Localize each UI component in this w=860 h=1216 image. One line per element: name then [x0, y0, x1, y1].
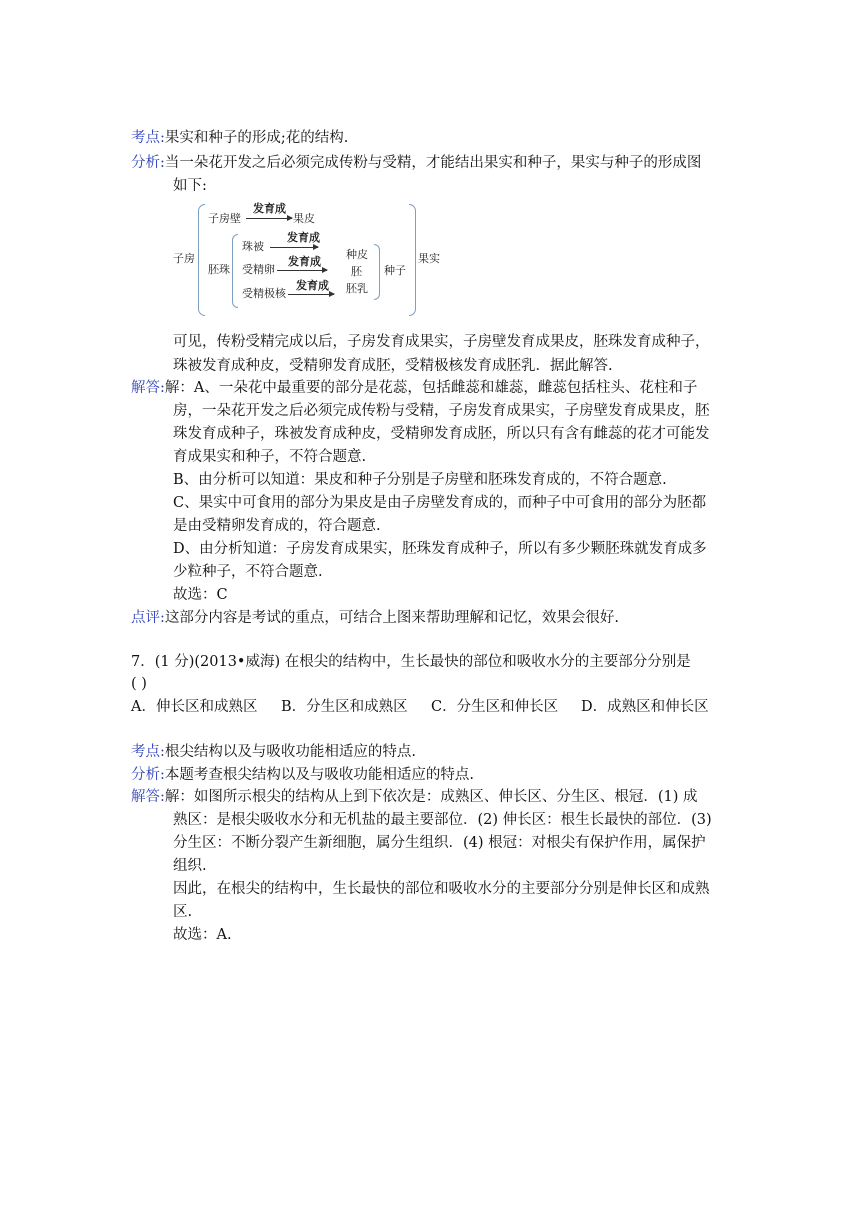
option-d: D．成熟区和伸长区 [581, 699, 709, 715]
inner-right-brace [374, 244, 380, 300]
kaodian-text: 果实和种子的形成;花的结构. [164, 130, 349, 146]
kaodian-label: 考点: [131, 130, 165, 146]
kaodian-text: 根尖结构以及与吸收功能相适应的特点. [164, 744, 416, 760]
q6-kaodian [131, 127, 348, 149]
diagram-zhongpi: 种皮 [346, 248, 368, 261]
q7-stem: 7．(1 分)(2013•威海) 在根尖的结构中，生长最快的部位和吸收水分的主要部分分别是 [131, 654, 691, 670]
q7-options [131, 696, 709, 718]
q6-jieda-line: 是由受精卵发育成的，符合题意. [173, 518, 381, 534]
q6-jieda-line: 育成果实和种子，不符合题意. [173, 449, 367, 465]
q7-jieda-line: 区. [173, 904, 193, 920]
diagram-peiru: 胚乳 [346, 282, 368, 295]
arrow-2 [270, 247, 318, 248]
arrow-3 [277, 270, 327, 271]
diagram-zifangbi: 子房壁 [208, 212, 241, 225]
q7-kaodian [131, 741, 416, 763]
q7-jieda-line: 因此，在根尖的结构中，生长最快的部位和吸收水分的主要部分分别是伸长区和成熟 [173, 881, 710, 897]
q6-fenxi-line2: 如下: [173, 178, 207, 194]
jieda-label: 解答: [131, 380, 165, 396]
diagram-pei: 胚 [351, 265, 362, 278]
diagram-shoujingjihe: 受精极核 [242, 287, 286, 300]
dianping-label: 点评: [131, 610, 165, 626]
outer-left-brace [198, 204, 205, 316]
diagram-zhongzi: 种子 [384, 264, 406, 277]
q6-jieda-line: D、由分析知道：子房发育成果实，胚珠发育成种子，所以有多少颗胚珠就发育成多 [173, 541, 707, 557]
q6-jieda-line: 少粒种子，不符合题意. [173, 564, 323, 580]
q7-jieda-line: 故选：A. [173, 927, 232, 943]
q6-jieda [131, 377, 697, 399]
kaodian-label: 考点: [131, 744, 165, 760]
q6-jieda-line: 珠发育成种子，珠被发育成种皮，受精卵发育成胚，所以只有含有雌蕊的花才可能发 [173, 426, 710, 442]
q6-fenxi [131, 152, 701, 174]
arrow-1 [246, 218, 292, 219]
q7-fenxi [131, 764, 474, 786]
q6-jieda-line: 故选：C [173, 587, 228, 603]
inner-left-brace [232, 234, 238, 308]
jieda-line: 解：如图所示根尖的结构从上到下依次是：成熟区、伸长区、分生区、根冠．(1) 成 [164, 789, 698, 805]
q7-stem-blank: ( ) [131, 676, 147, 692]
diagram-guoshi: 果实 [418, 252, 440, 265]
fruit-seed-diagram [170, 200, 450, 320]
outer-right-brace [409, 204, 416, 316]
develop-label-3: 发育成 [288, 255, 321, 268]
diagram-guopi: 果皮 [293, 212, 315, 225]
diagram-zhubei: 珠被 [242, 240, 264, 253]
q6-fenxi-line3: 可见，传粉受精完成以后，子房发育成果实，子房壁发育成果皮，胚珠发育成种子， [173, 334, 710, 350]
jieda-label: 解答: [131, 789, 165, 805]
jieda-line: 解：A、一朵花中最重要的部分是花蕊，包括雌蕊和雄蕊，雌蕊包括柱头、花柱和子 [164, 380, 698, 396]
q6-jieda-line: C、果实中可食用的部分为果皮是由子房壁发育成的，而种子中可食用的部分为胚都 [173, 495, 707, 511]
develop-label-2: 发育成 [287, 231, 320, 244]
q7-jieda [131, 786, 698, 808]
diagram-peizhu: 胚珠 [208, 263, 230, 276]
fenxi-text: 当一朵花开发之后必须完成传粉与受精，才能结出果实和种子，果实与种子的形成图 [164, 155, 702, 171]
develop-label-4: 发育成 [296, 279, 329, 292]
option-a: A．伸长区和成熟区 [131, 699, 258, 715]
fenxi-label: 分析: [131, 767, 165, 783]
diagram-zifang: 子房 [173, 252, 195, 265]
diagram-shoujingluan: 受精卵 [242, 263, 275, 276]
q6-fenxi-line4: 珠被发育成种皮，受精卵发育成胚，受精极核发育成胚乳．据此解答. [173, 358, 613, 374]
arrow-4 [288, 294, 334, 295]
q6-dianping [131, 607, 619, 629]
option-c: C．分生区和伸长区 [431, 699, 559, 715]
develop-label-1: 发育成 [253, 202, 286, 215]
fenxi-label: 分析: [131, 155, 165, 171]
q6-jieda-line: B、由分析可以知道：果皮和种子分别是子房壁和胚珠发育成的，不符合题意. [173, 472, 667, 488]
q7-jieda-line: 熟区：是根尖吸收水分和无机盐的最主要部位．(2) 伸长区：根生长最快的部位．(3) [173, 812, 712, 828]
dianping-text: 这部分内容是考试的重点，可结合上图来帮助理解和记忆，效果会很好. [164, 610, 619, 626]
fenxi-text: 本题考查根尖结构以及与吸收功能相适应的特点. [164, 767, 474, 783]
q6-jieda-line: 房，一朵花开发之后必须完成传粉与受精，子房发育成果实，子房壁发育成果皮，胚 [173, 403, 710, 419]
q7-jieda-line: 分生区：不断分裂产生新细胞，属分生组织．(4) 根冠：对根尖有保护作用，属保护 [173, 835, 706, 851]
option-b: B．分生区和成熟区 [281, 699, 408, 715]
q7-jieda-line: 组织. [173, 858, 207, 874]
